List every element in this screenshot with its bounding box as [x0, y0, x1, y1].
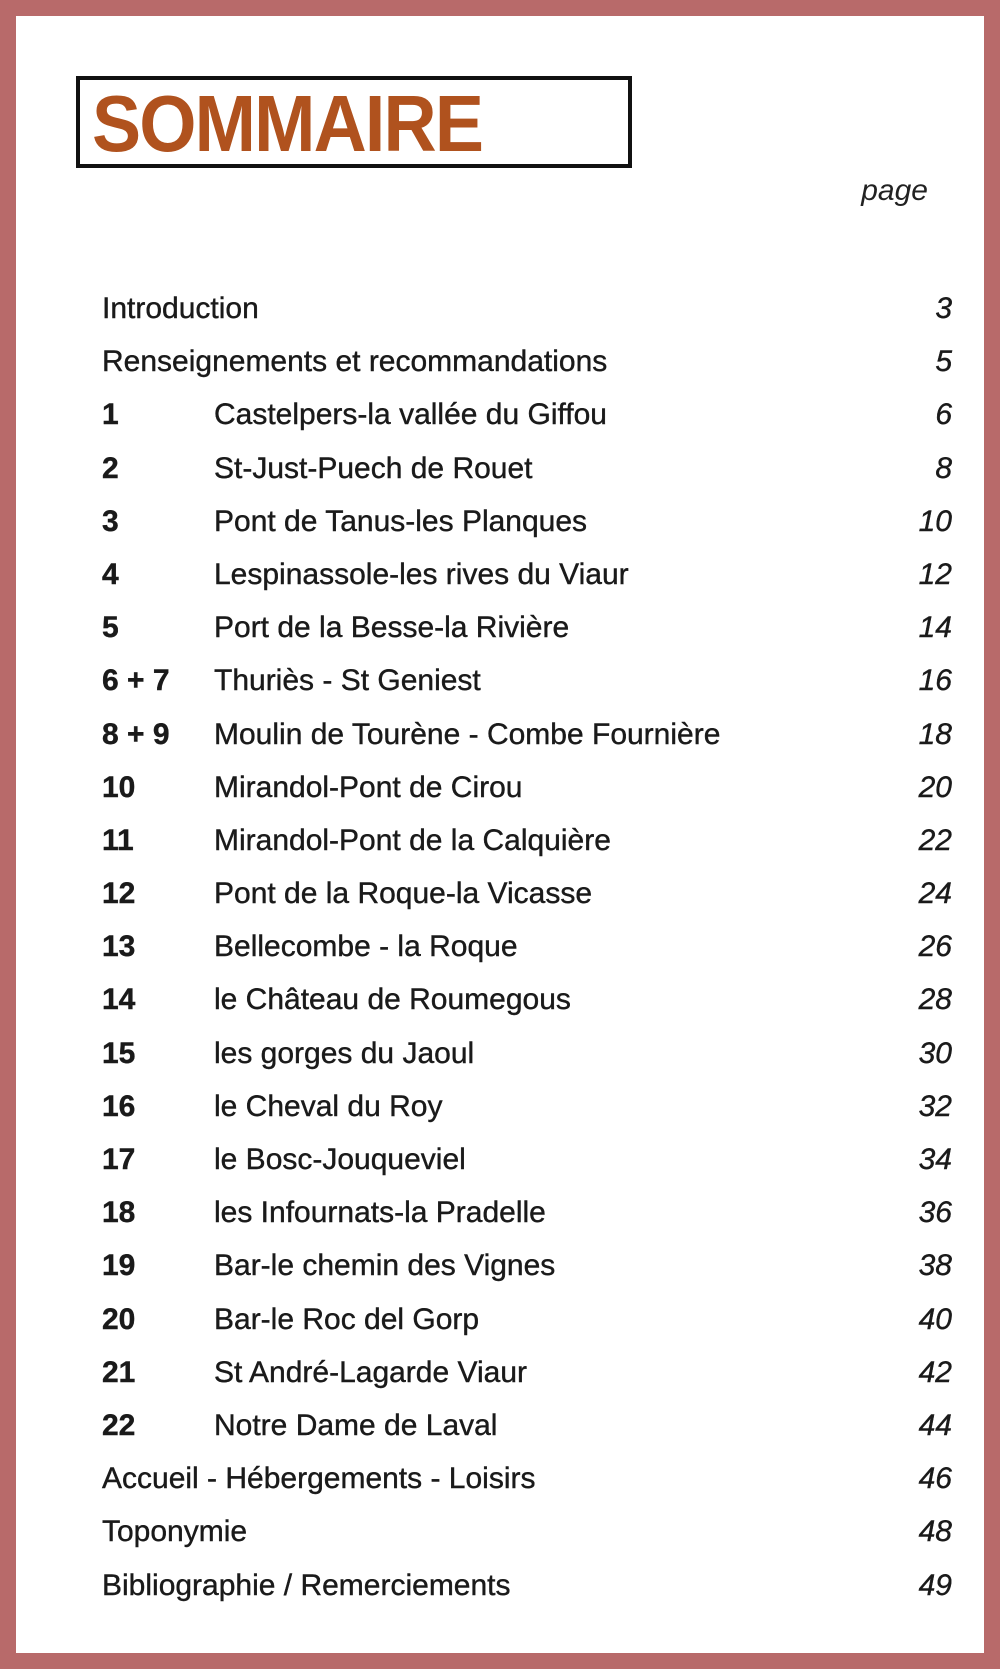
toc-entry-label: les Infournats-la Pradelle: [214, 1196, 546, 1230]
toc-entry-page: 14: [918, 611, 952, 645]
toc-entry: [102, 339, 952, 392]
toc-entry-number: 21: [102, 1355, 136, 1389]
table-of-contents: [102, 286, 952, 1616]
toc-entry-label: Castelpers-la vallée du Giffou: [214, 398, 607, 432]
toc-entry-page: 49: [918, 1568, 952, 1602]
toc-entry-label: Mirandol-Pont de la Calquière: [214, 823, 611, 857]
toc-entry: [102, 1350, 952, 1403]
toc-entry-page: 28: [918, 983, 952, 1017]
toc-entry-page: 48: [918, 1515, 952, 1549]
toc-entry-page: 18: [918, 717, 952, 751]
toc-entry-number: 6 + 7: [102, 664, 170, 698]
toc-entry: [102, 1031, 952, 1084]
toc-entry-page: 24: [918, 877, 952, 911]
toc-entry-number: 18: [102, 1196, 136, 1230]
toc-entry: [102, 392, 952, 445]
toc-entry: [102, 1563, 952, 1616]
toc-entry-page: 10: [918, 504, 952, 538]
toc-entry: [102, 658, 952, 711]
toc-entry: [102, 924, 952, 977]
page-title: SOMMAIRE: [92, 79, 483, 168]
toc-entry: [102, 1297, 952, 1350]
toc-entry-number: 15: [102, 1036, 136, 1070]
toc-entry: [102, 818, 952, 871]
toc-entry-label: Toponymie: [102, 1515, 248, 1549]
toc-entry-page: 5: [935, 345, 952, 379]
toc-entry-number: 1: [102, 398, 119, 432]
toc-entry-number: 17: [102, 1143, 136, 1176]
toc-entry: [102, 605, 952, 658]
toc-entry-page: 12: [918, 557, 952, 591]
toc-entry-page: 44: [918, 1408, 952, 1442]
toc-entry-label: les gorges du Jaoul: [214, 1036, 475, 1070]
toc-entry-label: Pont de Tanus-les Planques: [214, 504, 588, 538]
toc-entry-page: 40: [918, 1302, 952, 1336]
toc-entry: [102, 552, 952, 605]
toc-entry-label: Renseignements et recommandations: [102, 345, 608, 379]
toc-entry: [102, 286, 952, 339]
toc-entry: [102, 712, 952, 765]
toc-entry: [102, 1509, 952, 1562]
toc-entry-page: 34: [918, 1143, 952, 1176]
toc-entry-number: 4: [102, 557, 119, 591]
toc-entry-number: 10: [102, 770, 136, 804]
toc-entry-label: Lespinassole-les rives du Viaur: [214, 557, 629, 591]
toc-entry: [102, 1403, 952, 1456]
toc-entry: [102, 765, 952, 818]
toc-entry-label: St-Just-Puech de Rouet: [214, 451, 533, 485]
toc-entry-label: Introduction: [102, 292, 259, 325]
toc-entry: [102, 1137, 952, 1190]
toc-entry: [102, 1190, 952, 1243]
toc-entry-page: 6: [935, 398, 952, 432]
toc-entry: [102, 1243, 952, 1296]
toc-entry-label: Bar-le chemin des Vignes: [214, 1249, 556, 1283]
toc-entry: [102, 871, 952, 924]
toc-entry-number: 22: [102, 1408, 136, 1442]
toc-entry-label: Port de la Besse-la Rivière: [214, 611, 570, 645]
page-column-header: page: [861, 174, 928, 207]
toc-entry-number: 3: [102, 504, 119, 538]
toc-entry-number: 13: [102, 930, 136, 964]
toc-entry-number: 14: [102, 983, 136, 1017]
toc-entry-page: 20: [918, 770, 952, 804]
toc-entry-label: Mirandol-Pont de Cirou: [214, 770, 523, 804]
toc-entry-number: 20: [102, 1302, 136, 1336]
toc-entry-page: 46: [918, 1462, 952, 1496]
toc-entry-label: Bellecombe - la Roque: [214, 930, 518, 964]
toc-entry-label: Thuriès - St Geniest: [214, 664, 481, 698]
toc-entry-page: 32: [918, 1089, 952, 1123]
toc-entry-number: 5: [102, 611, 119, 645]
toc-entry-page: 26: [918, 930, 952, 964]
title-box: [76, 76, 632, 168]
toc-entry-page: 42: [918, 1355, 952, 1389]
toc-entry-number: 12: [102, 877, 136, 911]
toc-entry-page: 36: [918, 1196, 952, 1230]
toc-entry-label: Accueil - Hébergements - Loisirs: [102, 1462, 536, 1496]
toc-entry: [102, 977, 952, 1030]
toc-entry-page: 3: [935, 292, 952, 325]
document-page: [16, 16, 984, 1653]
toc-entry-label: le Bosc-Jouqueviel: [214, 1143, 466, 1176]
toc-entry-label: Pont de la Roque-la Vicasse: [214, 877, 593, 911]
toc-entry: [102, 446, 952, 499]
toc-entry: [102, 1456, 952, 1509]
toc-entry-page: 22: [918, 823, 952, 857]
toc-entry-number: 19: [102, 1249, 136, 1283]
toc-entry-number: 16: [102, 1089, 136, 1123]
toc-entry-page: 30: [918, 1036, 952, 1070]
toc-entry-number: 8 + 9: [102, 717, 170, 751]
toc-entry-label: le Château de Roumegous: [214, 983, 571, 1017]
toc-entry-number: 11: [102, 823, 134, 857]
toc-entry-label: le Cheval du Roy: [214, 1089, 443, 1123]
toc-entry-label: Bibliographie / Remerciements: [102, 1568, 511, 1602]
toc-entry-label: Moulin de Tourène - Combe Fournière: [214, 717, 721, 751]
toc-entry-number: 2: [102, 451, 119, 485]
toc-entry-label: Notre Dame de Laval: [214, 1408, 498, 1442]
toc-entry: [102, 1084, 952, 1137]
toc-entry-page: 8: [935, 451, 952, 485]
toc-entry: [102, 499, 952, 552]
toc-entry-page: 16: [918, 664, 952, 698]
toc-entry-label: St André-Lagarde Viaur: [214, 1355, 527, 1389]
toc-entry-label: Bar-le Roc del Gorp: [214, 1302, 480, 1336]
toc-entry-page: 38: [918, 1249, 952, 1283]
